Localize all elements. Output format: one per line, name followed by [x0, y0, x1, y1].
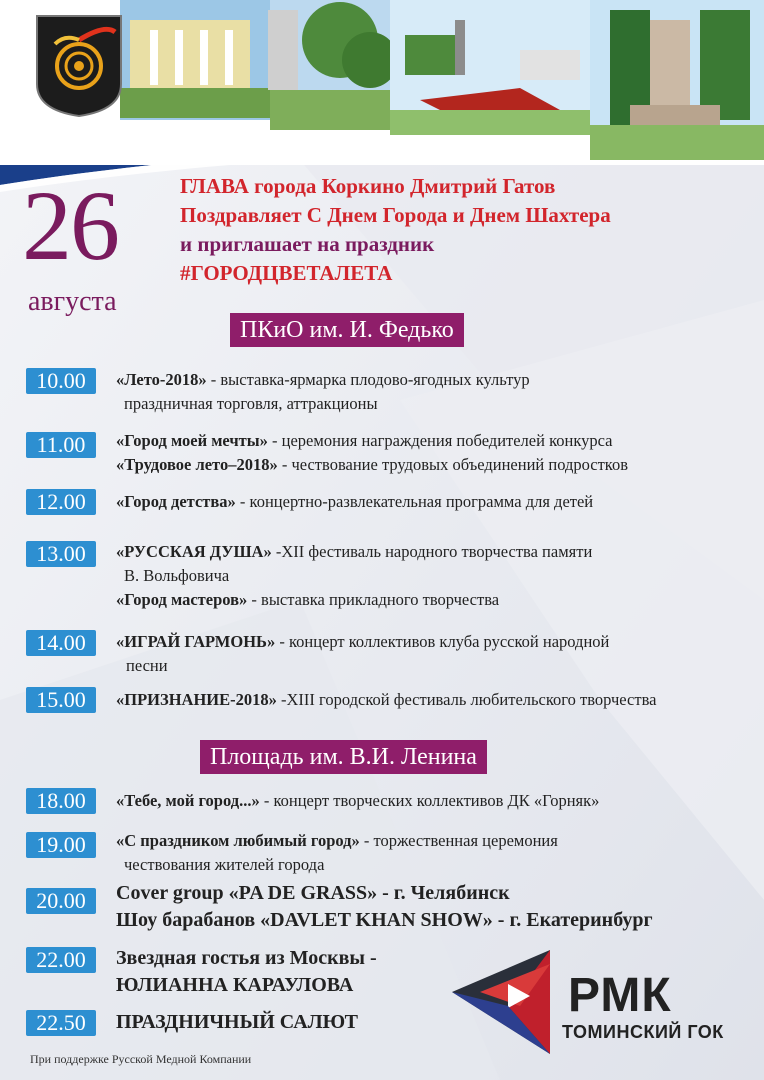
event-line: ЮЛИАННА КАРАУЛОВА	[116, 974, 354, 996]
event-20	[116, 880, 653, 934]
event-13	[116, 540, 592, 612]
time-badge: 13.00	[26, 541, 96, 567]
event-line: ПРАЗДНИЧНЫЙ САЛЮТ	[116, 1011, 358, 1033]
venue-square: Площадь им. В.И. Ленина	[200, 740, 487, 774]
coat-of-arms-logo	[35, 14, 123, 118]
time-badge: 15.00	[26, 687, 96, 713]
event-desc: -XII фестиваль народного творчества памяти	[271, 542, 593, 561]
headline	[180, 172, 611, 288]
time-badge: 10.00	[26, 368, 96, 394]
event-22	[116, 945, 377, 999]
event-14	[116, 630, 609, 678]
footer-note: При поддержке Русской Медной Компании	[30, 1052, 252, 1066]
event-11	[116, 429, 628, 477]
time-badge: 20.00	[26, 888, 96, 914]
event-desc: -XIII городской фестиваль любительского творчества	[276, 690, 657, 709]
event-2250	[116, 1009, 358, 1036]
event-desc: - выставка-ярмарка плодово-ягодных культур	[206, 370, 530, 389]
event-line: Звездная гостья из Москвы -	[116, 947, 377, 969]
event-title: «С праздником любимый город»	[116, 831, 360, 850]
event-title: «Трудовое лето–2018»	[116, 455, 278, 474]
event-line: Cover group «PA DE GRASS» - г. Челябинск	[116, 882, 510, 904]
event-desc: - концертно-развлекательная программа для детей	[235, 492, 594, 511]
date-month: августа	[28, 286, 117, 317]
time-badge: 11.00	[26, 432, 96, 458]
sponsor-subtitle: ТОМИНСКИЙ ГОК	[562, 1022, 724, 1042]
event-19	[116, 829, 558, 877]
event-desc: песни	[126, 656, 168, 675]
time-badge: 18.00	[26, 788, 96, 814]
event-15	[116, 688, 656, 712]
sponsor-name: РМК	[568, 969, 672, 1022]
event-desc: чествования жителей города	[124, 855, 325, 874]
event-desc: - торжественная церемония	[359, 831, 558, 850]
headline-hashtag: #ГОРОДЦВЕТАЛЕТА	[180, 261, 393, 285]
event-12	[116, 490, 593, 514]
time-badge: 14.00	[26, 630, 96, 656]
headline-line-2: Поздравляет С Днем Города и Днем Шахтера	[180, 203, 611, 227]
event-desc: праздничная торговля, аттракционы	[124, 394, 378, 413]
time-badge: 19.00	[26, 832, 96, 858]
time-badge: 12.00	[26, 489, 96, 515]
event-title: «Город детства»	[116, 492, 236, 511]
event-title: «Город мастеров»	[116, 590, 248, 609]
event-title: «РУССКАЯ ДУША»	[116, 542, 272, 561]
event-title: «ИГРАЙ ГАРМОНЬ»	[116, 632, 276, 651]
time-badge: 22.00	[26, 947, 96, 973]
event-10	[116, 368, 530, 416]
venue-park: ПКиО им. И. Федько	[230, 313, 464, 347]
headline-line-3: и приглашает на праздник	[180, 232, 435, 256]
event-desc: - церемония награждения победителей конкурса	[267, 431, 613, 450]
event-title: «Тебе, мой город...»	[116, 791, 260, 810]
event-title: «Город моей мечты»	[116, 431, 268, 450]
event-18	[116, 789, 599, 813]
event-desc: - концерт творческих коллективов ДК «Горняк»	[259, 791, 600, 810]
event-title: «Лето-2018»	[116, 370, 207, 389]
event-desc: - выставка прикладного творчества	[247, 590, 500, 609]
time-badge: 22.50	[26, 1010, 96, 1036]
event-desc: - концерт коллективов клуба русской народной	[275, 632, 610, 651]
event-title: «ПРИЗНАНИЕ-2018»	[116, 690, 277, 709]
event-desc: - чествование трудовых объединений подростков	[277, 455, 629, 474]
date-day: 26	[22, 170, 118, 281]
event-line: Шоу барабанов «DAVLET KHAN SHOW» - г. Екатеринбург	[116, 909, 653, 931]
event-desc: В. Вольфовича	[124, 566, 230, 585]
headline-line-1: ГЛАВА города Коркино Дмитрий Гатов	[180, 174, 556, 198]
